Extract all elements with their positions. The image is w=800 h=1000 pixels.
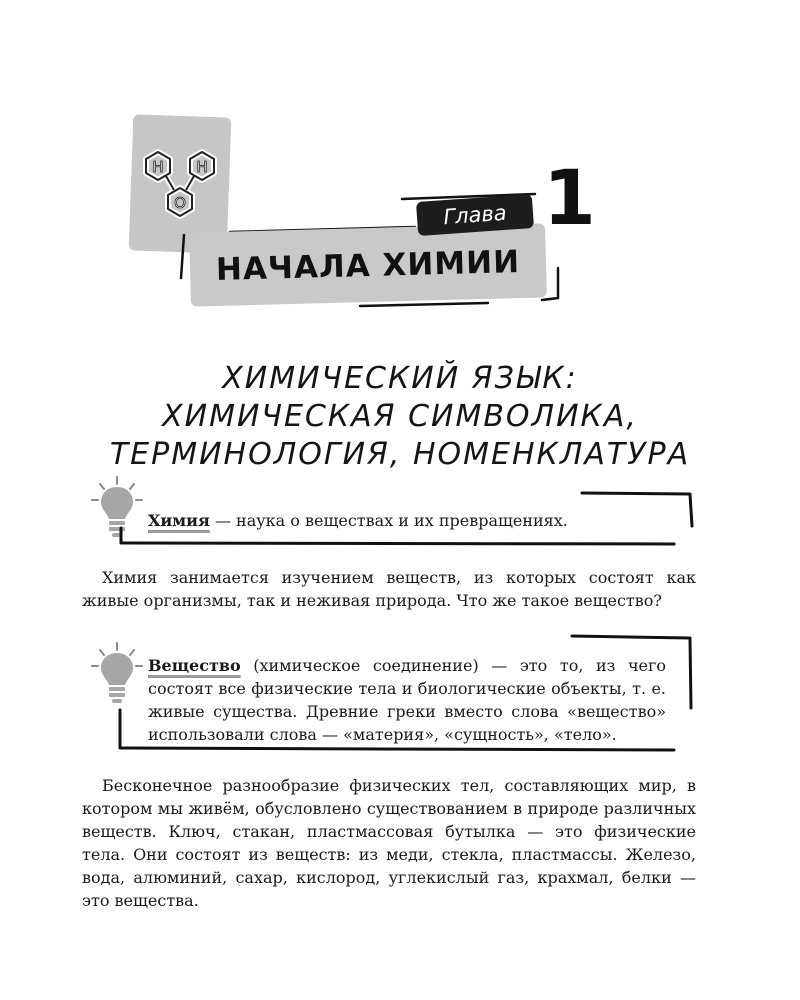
atom-label: H <box>152 158 164 176</box>
chapter-tag: Глава <box>416 194 534 236</box>
chapter-title: НАЧАЛА ХИМИИ <box>215 244 521 288</box>
section-heading-line: ТЕРМИНОЛОГИЯ, НОМЕНКЛАТУРА <box>109 437 691 472</box>
definition-substance-text: (химическое соединение) — это то, из чего состоят все физические тела и биологические объекты, т. е. живые существа. Древние греки вместо слова «вещество» использовали слова — «материя», «сущность», «тело». <box>148 656 666 744</box>
paragraph-diversity: Бесконечное разнообразие физических тел, составляющих мир, в котором мы живём, обусловлено существованием в природе различных веществ. Ключ, стакан, пластмассовая бутылка — это физические тела. Они состоят из веществ: из меди, стекла, пластмассы. Железо, вода, алюминий, сахар, кислород, углекислый газ, крахмал, белки — это вещества. <box>82 776 696 910</box>
section-heading-line: ХИМИЧЕСКИЙ ЯЗЫК: <box>222 361 578 396</box>
definition-chemistry <box>148 509 668 532</box>
atom-label: O <box>174 194 186 212</box>
definition-substance <box>148 654 666 746</box>
term-chemistry: Химия <box>148 511 210 530</box>
term-substance: Вещество <box>148 656 241 675</box>
definition-chemistry-text: — наука о веществах и их превращениях. <box>209 511 568 530</box>
section-heading-line: ХИМИЧЕСКАЯ СИМВОЛИКА, <box>162 399 638 434</box>
paragraph-intro: Химия занимается изучением веществ, из которых состоят как живые организмы, так и неживая природа. Что же такое вещество? <box>82 568 696 610</box>
atom-label: H <box>196 158 208 176</box>
chapter-number: 1 <box>543 153 596 242</box>
section-heading <box>40 360 760 474</box>
